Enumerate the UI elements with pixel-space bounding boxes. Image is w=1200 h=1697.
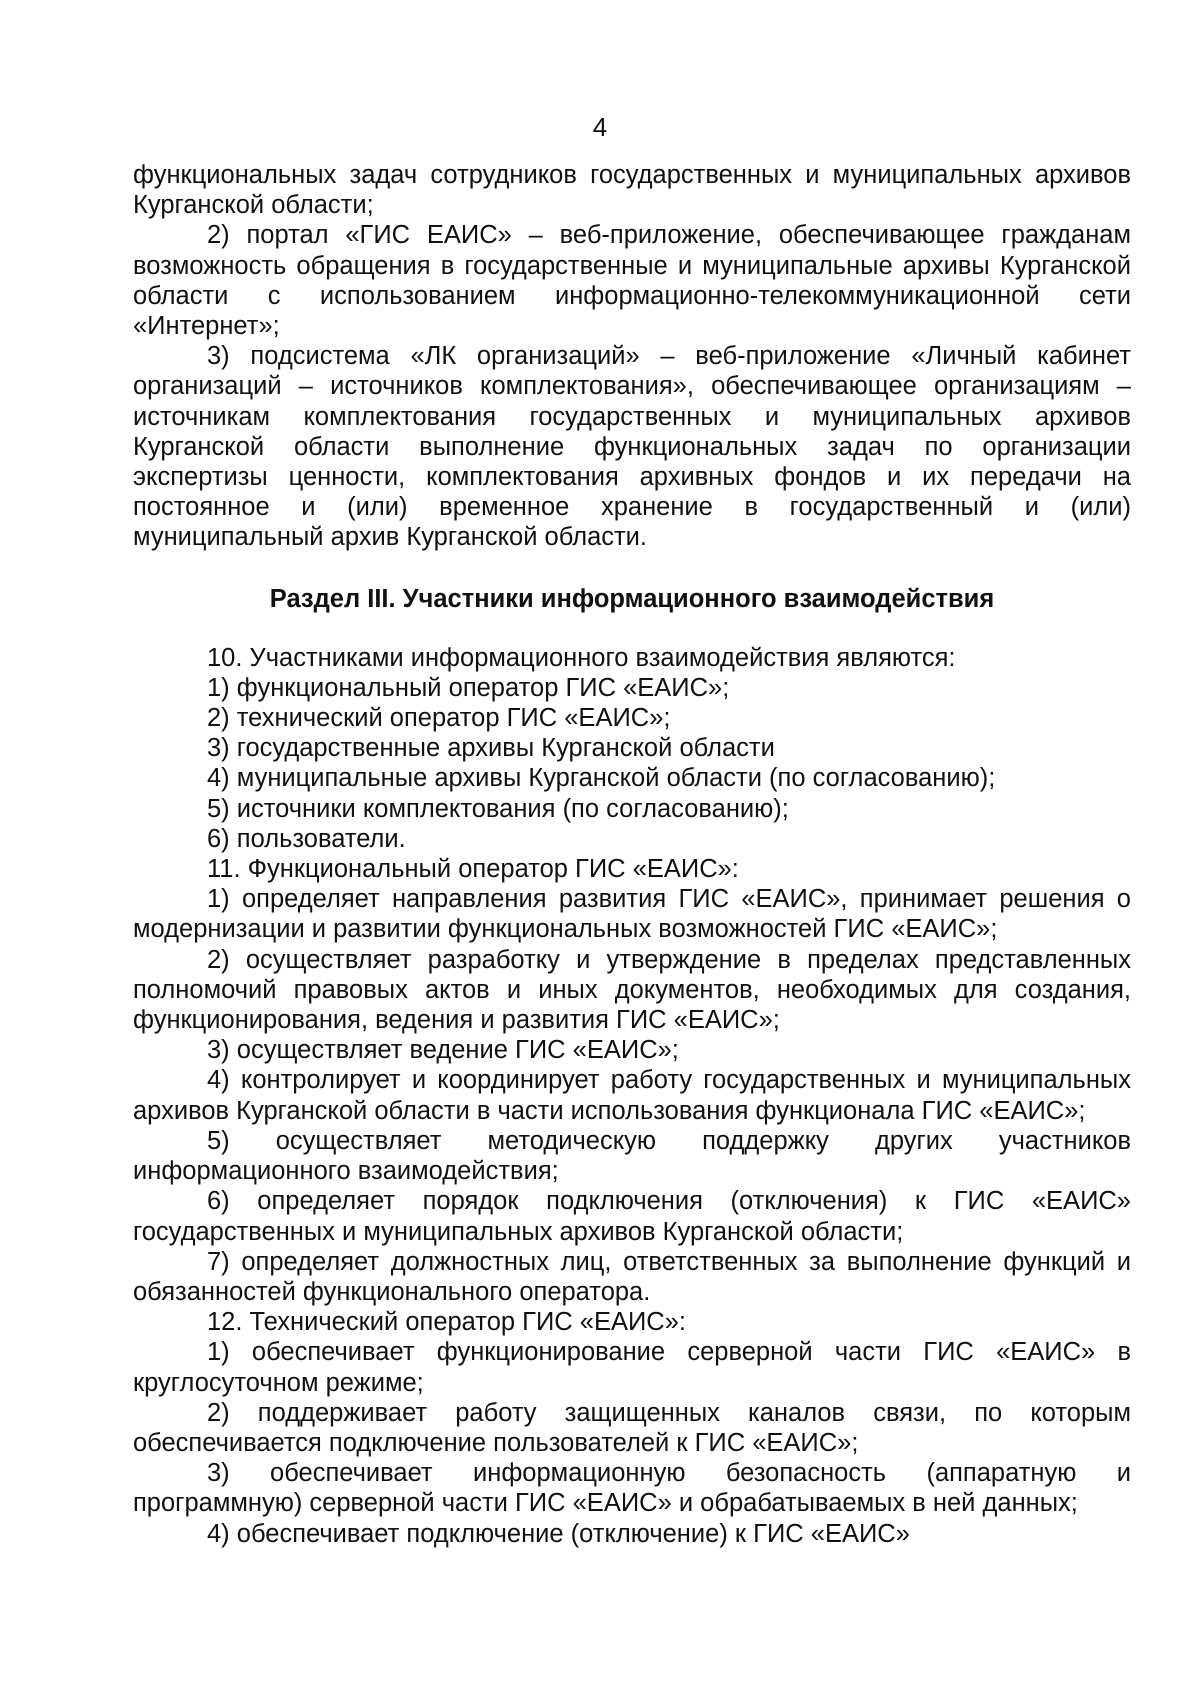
list-item: 2) поддерживает работу защищенных каналов связи, по которым обеспечивается подключение пользователей к ГИС «ЕАИС»; (133, 1398, 1131, 1457)
section-heading: Раздел III. Участники информационного взаимодействия (269, 584, 995, 613)
list-item: 4) контролирует и координирует работу государственных и муниципальных архивов Курганской области в части использования функционала ГИС «ЕАИС»; (133, 1066, 1131, 1125)
list-item: 7) определяет должностных лиц, ответственных за выполнение функций и обязанностей функционального оператора. (133, 1247, 1131, 1306)
document-body (133, 160, 1131, 1549)
list-item: 3) обеспечивает информационную безопасность (аппаратную и программную) серверной части ГИС «ЕАИС» и обрабатываемых в ней данных; (133, 1459, 1131, 1518)
list-item: 4) обеспечивает подключение (отключение) к ГИС «ЕАИС» (207, 1519, 910, 1548)
page-number: 4 (592, 112, 608, 142)
paragraph-item-12: 12. Технический оператор ГИС «ЕАИС»: (207, 1308, 686, 1337)
list-item: 5) источники комплектования (по согласованию); (207, 794, 789, 823)
paragraph-portal: 2) портал «ГИС ЕАИС» – веб-приложение, обеспечивающее гражданам возможность обращения в государственные и муниципальные архивы Курганской области с использованием информационно-телекоммуникационной сети «Интернет»; (133, 221, 1131, 341)
paragraph-item-11: 11. Функциональный оператор ГИС «ЕАИС»: (207, 855, 739, 884)
list-item: 1) обеспечивает функционирование серверной части ГИС «ЕАИС» в круглосуточном режиме; (133, 1338, 1131, 1397)
paragraph-continuation: функциональных задач сотрудников государственных и муниципальных архивов Курганской области; (133, 161, 1131, 220)
list-item: 5) осуществляет методическую поддержку других участников информационного взаимодействия; (133, 1126, 1131, 1186)
list-item: 1) определяет направления развития ГИС «ЕАИС», принимает решения о модернизации и развитии функциональных возможностей ГИС «ЕАИС»; (133, 885, 1131, 944)
list-item: 6) пользователи. (207, 824, 406, 853)
list-item: 4) муниципальные архивы Курганской области (по согласованию); (207, 764, 996, 793)
paragraph-item-10: 10. Участниками информационного взаимодействия являются: (207, 643, 956, 672)
list-item: 6) определяет порядок подключения (отключения) к ГИС «ЕАИС» государственных и муниципальных архивов Курганской области; (133, 1187, 1131, 1246)
list-item: 3) осуществляет ведение ГИС «ЕАИС»; (207, 1036, 679, 1065)
list-item: 1) функциональный оператор ГИС «ЕАИС»; (207, 673, 730, 702)
paragraph-lk-subsystem: 3) подсистема «ЛК организаций» – веб-приложение «Личный кабинет организаций – источников комплектования», обеспечивающее организациям – источникам комплектования государственных и муниципальных архивов Курганской области выполнение функциональных задач по организации экспертизы ценности, комплектования архивных фондов и их передачи на постоянное и (или) временное хранение в государственный и (или) муниципальный архив Курганской области. (133, 342, 1131, 552)
list-item: 2) технический оператор ГИС «ЕАИС»; (207, 704, 671, 733)
list-item: 3) государственные архивы Курганской области (207, 734, 775, 763)
list-item: 2) осуществляет разработку и утверждение в пределах представленных полномочий правовых актов и иных документов, необходимых для создания, функционирования, ведения и развития ГИС «ЕАИС»; (133, 945, 1131, 1035)
